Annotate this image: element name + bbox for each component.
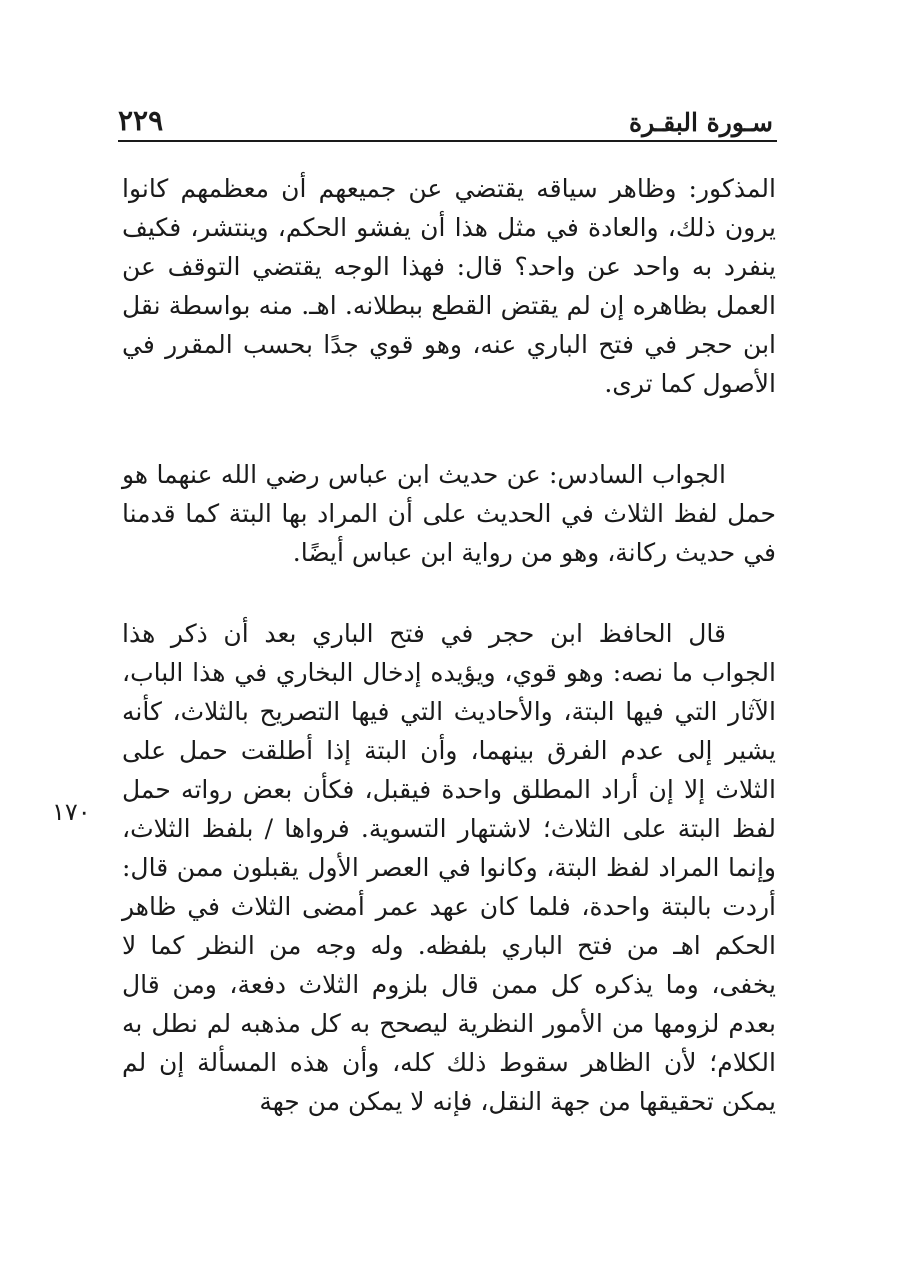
paragraph-text: قال الحافظ ابن حجر في فتح الباري بعد أن ذكر هذا الجواب ما نصه: وهو قوي، ويؤيده إدخال البخاري في هذا الباب، الآثار التي فيها البتة، والأحاديث التي فيها التصريح بالثلاث، كأنه يشير إلى عدم الفرق بينهما، وأن البتة إذا أطلقت حمل على الثلاث إلا إن أراد المطلق واحدة فيقبل، فكأن بعض رواته حمل لفظ البتة على الثلاث؛ لاشتهار التسوية. فرواها / بلفظ الثلاث، وإنما المراد لفظ البتة، وكانوا في العصر الأول يقبلون ممن قال: أردت بالبتة واحدة، فلما كان عهد عمر أمضى الثلاث في ظاهر الحكم اهـ من فتح الباري بلفظه. وله وجه من النظر كما لا يخفى، وما يذكره كل ممن قال بلزوم الثلاث دفعة، ومن قال بعدم لزومها من الأمور النظرية ليصحح به كل مذهبه لم نطل به الكلام؛ لأن الظاهر سقوط ذلك كله، وأن هذه المسألة إن لم يمكن تحقيقها من جهة النقل، فإنه لا يمكن من جهة: [122, 619, 776, 1116]
paragraph-1: [122, 169, 776, 403]
paragraph-text: المذكور: وظاهر سياقه يقتضي عن جميعهم أن معظمهم كانوا يرون ذلك، والعادة في مثل هذا أن يفشو الحكم، وينتشر، فكيف ينفرد به واحد عن واحد؟ قال: فهذا الوجه يقتضي التوقف عن العمل بظاهره إن لم يقتض القطع ببطلانه. اهـ. منه بواسطة نقل ابن حجر في فتح الباري عنه، وهو قوي جدًا بحسب المقرر في الأصول كما ترى.: [122, 174, 776, 398]
paragraph-2: [122, 455, 776, 572]
margin-page-number: ١٧٠: [52, 798, 91, 826]
paragraph-3: [122, 614, 776, 1121]
page-number: ٢٢٩: [118, 104, 164, 137]
paragraph-text: الجواب السادس: عن حديث ابن عباس رضي الله عنهما هو حمل لفظ الثلاث في الحديث على أن المراد بها البتة كما قدمنا في حديث ركانة، وهو من رواية ابن عباس أيضًا.: [122, 460, 776, 567]
surah-title: سـورة البقـرة: [628, 108, 773, 137]
page-header: [118, 102, 777, 142]
